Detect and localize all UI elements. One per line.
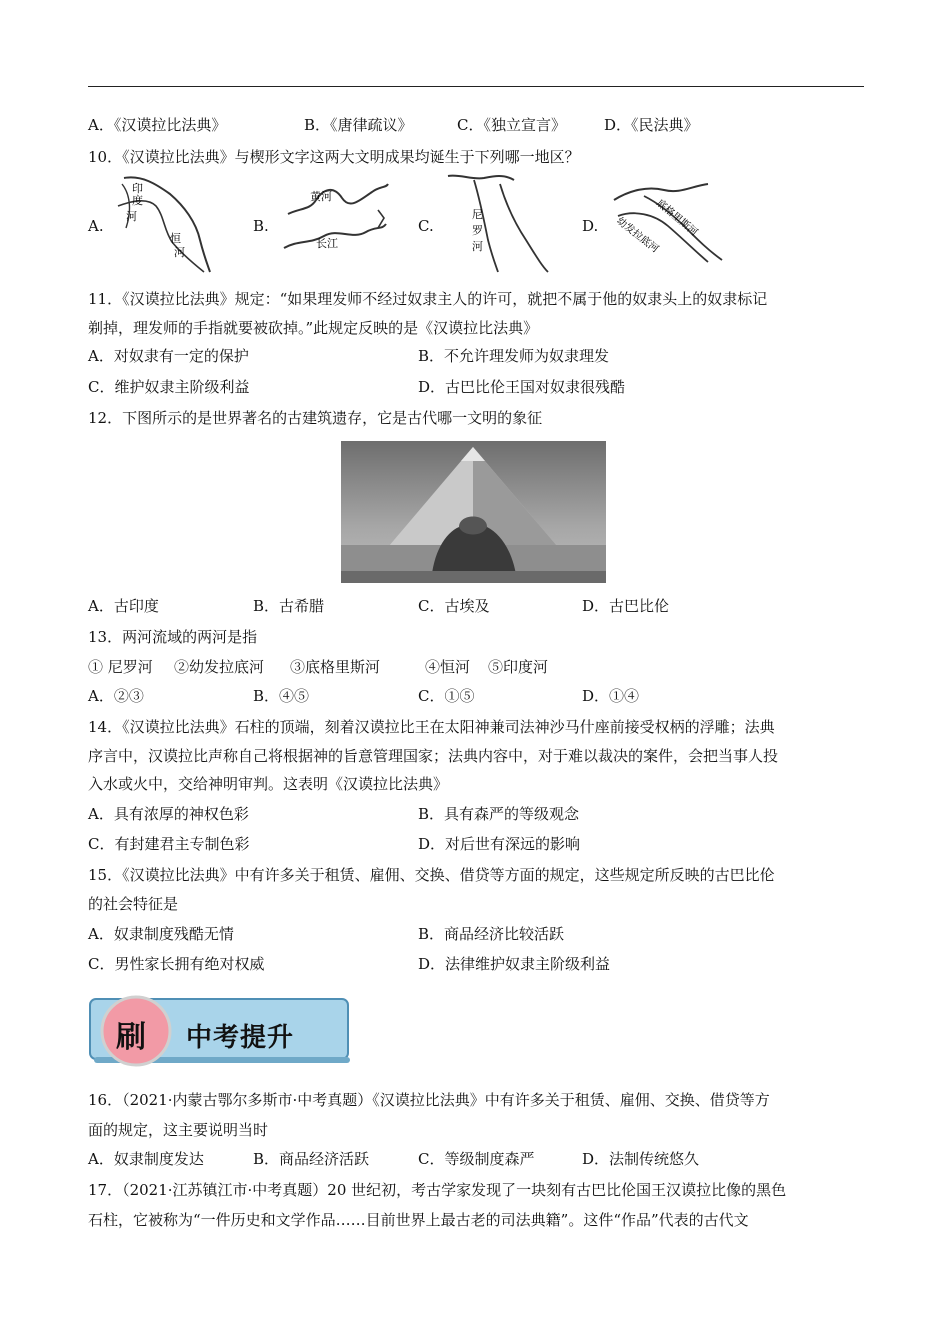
q11-option-c[interactable]: C．维护奴隶主阶级利益 (88, 378, 250, 396)
q15-stem-line1: 15．《汉谟拉比法典》中有许多关于租赁、雇佣、交换、借贷等方面的规定，这些规定所反映的古巴比伦 (88, 866, 775, 884)
map-d-label-2: 幼发拉底河 (614, 215, 661, 256)
map-c-label-2: 罗 (472, 224, 483, 237)
map-c-label-1: 尼 (472, 208, 483, 221)
map-a-label-3: 河 (126, 210, 137, 223)
map-indus-ganges (112, 170, 212, 274)
q13-item-5: ⑤印度河 (488, 658, 549, 676)
q16-stem-line1: 16．（2021·内蒙古鄂尔多斯市·中考真题）《汉谟拉比法典》中有许多关于租赁、雇佣、交换、借贷等方 (88, 1091, 770, 1109)
q11-stem-line1: 11．《汉谟拉比法典》规定：“如果理发师不经过奴隶主人的许可，就把不属于他的奴隶头上的奴隶标记 (88, 290, 768, 308)
q13-item-3: ③底格里斯河 (290, 658, 381, 676)
q16-option-d[interactable]: D．法制传统悠久 (582, 1150, 700, 1168)
map-a-label-1: 印 (132, 182, 143, 195)
map-a-label-2: 度 (132, 194, 143, 207)
banner-character: 刷 (116, 1020, 146, 1055)
q12-stem: 12．下图所示的是世界著名的古建筑遗存，它是古代哪一文明的象征 (88, 409, 543, 427)
q13-item-4: ④恒河 (425, 658, 471, 676)
q12-option-a[interactable]: A．古印度 (88, 597, 159, 615)
pyramid-sphinx-photo (341, 441, 606, 583)
q13-option-a[interactable]: A．②③ (88, 687, 144, 705)
q10-option-b[interactable]: B. (253, 217, 269, 235)
q13-item-1: ① 尼罗河 (88, 658, 153, 676)
q11-option-b[interactable]: B．不允许理发师为奴隶理发 (418, 347, 610, 365)
q14-option-d[interactable]: D．对后世有深远的影响 (418, 835, 581, 853)
map-d-label-1: 底格里斯河 (654, 197, 700, 239)
q15-stem-line2: 的社会特征是 (88, 895, 179, 913)
map-a-label-4: 恒 (170, 232, 181, 245)
q14-stem-line3: 入水或火中，交给神明审判。这表明《汉谟拉比法典》 (88, 775, 449, 793)
q9-option-a[interactable]: A．《汉谟拉比法典》 (88, 116, 227, 134)
q12-option-d[interactable]: D．古巴比伦 (582, 597, 670, 615)
q15-option-a[interactable]: A．奴隶制度残酷无情 (88, 925, 234, 943)
q14-option-b[interactable]: B．具有森严的等级观念 (418, 805, 580, 823)
q17-stem-line2: 石柱，它被称为“一件历史和文学作品……目前世界上最古老的司法典籍”。这件“作品”代表的古代文 (88, 1211, 749, 1229)
q13-stem: 13．两河流域的两河是指 (88, 628, 258, 646)
q16-option-a[interactable]: A．奴隶制度发达 (88, 1150, 204, 1168)
q10-option-d[interactable]: D. (582, 217, 599, 235)
q13-option-b[interactable]: B．④⑤ (253, 687, 310, 705)
banner-title: 中考提升 (186, 1023, 295, 1053)
q14-option-c[interactable]: C．有封建君主专制色彩 (88, 835, 250, 853)
q16-option-c[interactable]: C．等级制度森严 (418, 1150, 535, 1168)
q11-stem-line2: 剃掉，理发师的手指就要被砍掉。”此规定反映的是《汉谟拉比法典》 (88, 319, 539, 337)
map-c-label-3: 河 (472, 240, 483, 253)
q10-stem: 10．《汉谟拉比法典》与楔形文字这两大文明成果均诞生于下列哪一地区？ (88, 148, 580, 166)
q15-option-c[interactable]: C．男性家长拥有绝对权威 (88, 955, 265, 973)
q12-option-b[interactable]: B．古希腊 (253, 597, 325, 615)
q16-stem-line2: 面的规定，这主要说明当时 (88, 1121, 269, 1139)
q10-option-c[interactable]: C. (418, 217, 434, 235)
q14-stem-line2: 序言中，汉谟拉比声称自己将根据神的旨意管理国家；法典内容中，对于难以裁决的案件，会把当事人投 (88, 747, 779, 765)
q16-option-b[interactable]: B．商品经济活跃 (253, 1150, 370, 1168)
q10-option-a[interactable]: A. (88, 217, 104, 235)
q12-option-c[interactable]: C．古埃及 (418, 597, 490, 615)
q15-option-d[interactable]: D．法律维护奴隶主阶级利益 (418, 955, 611, 973)
q9-option-b[interactable]: B．《唐律疏议》 (304, 116, 413, 134)
map-b-label-1: 黄河 (310, 190, 332, 203)
q14-option-a[interactable]: A．具有浓厚的神权色彩 (88, 805, 249, 823)
q13-option-c[interactable]: C．①⑤ (418, 687, 475, 705)
q9-option-c[interactable]: C．《独立宣言》 (457, 116, 566, 134)
q11-option-d[interactable]: D．古巴比伦王国对奴隶很残酷 (418, 378, 626, 396)
q13-item-2: ②幼发拉底河 (174, 658, 265, 676)
q9-option-d[interactable]: D．《民法典》 (604, 116, 699, 134)
header-rule (88, 86, 864, 87)
map-b-label-2: 长江 (316, 237, 338, 250)
map-a-label-5: 河 (174, 246, 185, 259)
q11-option-a[interactable]: A．对奴隶有一定的保护 (88, 347, 249, 365)
map-nile (444, 170, 554, 274)
q14-stem-line1: 14．《汉谟拉比法典》石柱的顶端，刻着汉谟拉比王在太阳神兼司法神沙马什座前接受权柄的浮雕；法典 (88, 718, 775, 736)
q15-option-b[interactable]: B．商品经济比较活跃 (418, 925, 565, 943)
map-yellow-yangtze (280, 170, 390, 274)
map-tigris-euphrates (604, 170, 728, 274)
q13-option-d[interactable]: D．①④ (582, 687, 640, 705)
q17-stem-line1: 17．（2021·江苏镇江市·中考真题）20 世纪初，考古学家发现了一块刻有古巴比伦国王汉谟拉比像的黑色 (88, 1181, 787, 1199)
